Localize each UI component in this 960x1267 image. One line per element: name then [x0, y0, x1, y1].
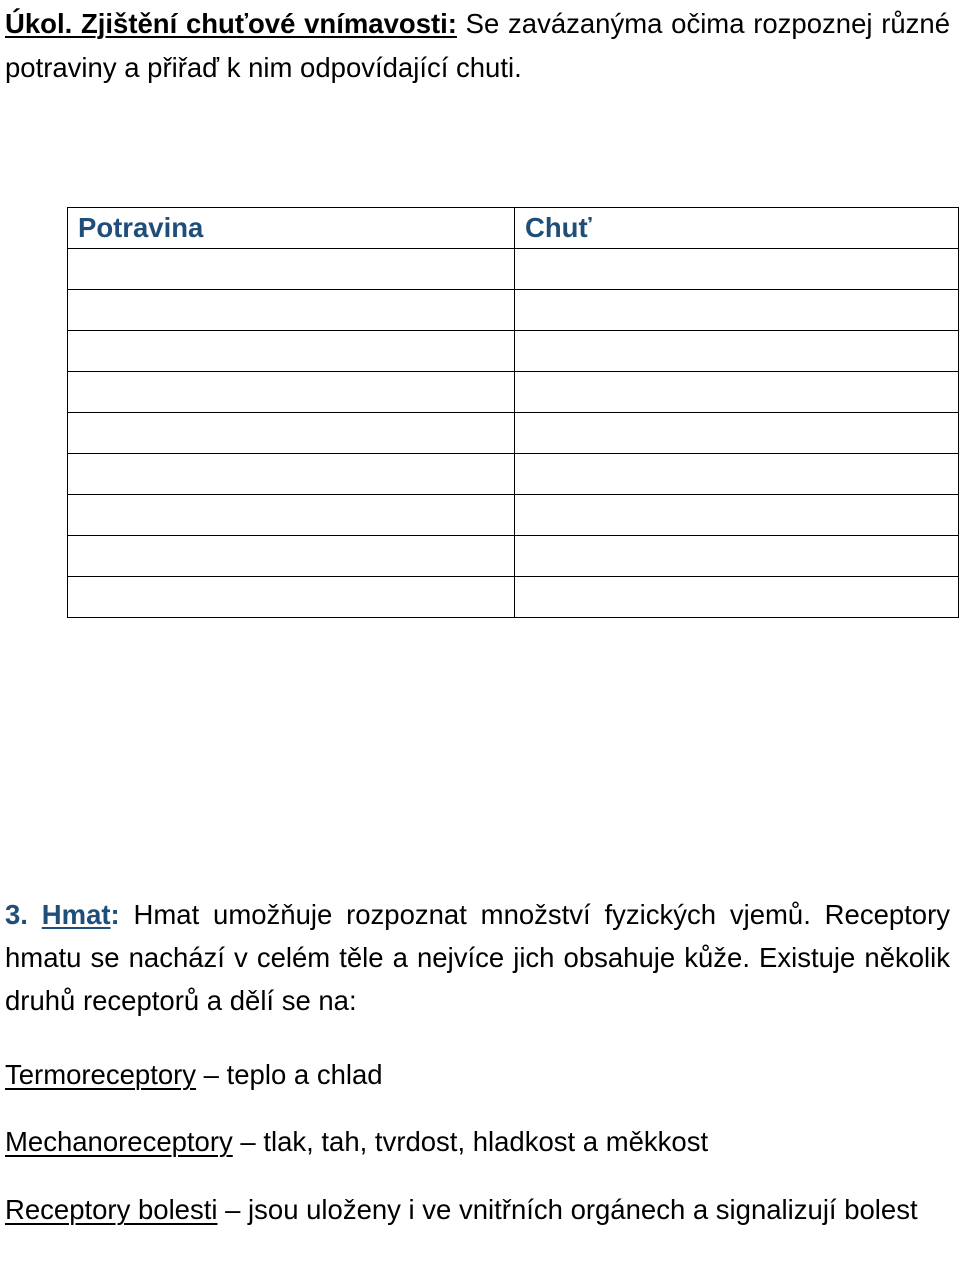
table-row	[68, 536, 959, 577]
taste-cell[interactable]	[515, 495, 959, 536]
table-row	[68, 331, 959, 372]
receptor-description: – jsou uloženy i ve vnitřních orgánech a signalizují bolest	[217, 1194, 918, 1225]
food-cell[interactable]	[68, 249, 515, 290]
receptor-item	[5, 1187, 950, 1233]
table-row	[68, 454, 959, 495]
taste-table	[67, 207, 959, 618]
receptor-description: – teplo a chlad	[196, 1059, 383, 1090]
task-label: Úkol. Zjištění chuťové vnímavosti:	[5, 8, 457, 39]
taste-cell[interactable]	[515, 249, 959, 290]
table-row	[68, 577, 959, 618]
food-cell[interactable]	[68, 495, 515, 536]
taste-cell[interactable]	[515, 372, 959, 413]
receptor-name: Termoreceptory	[5, 1059, 197, 1090]
task-text: Se zavázanýma očima rozpoznej různé potraviny a přiřaď k nim odpovídající chuti.	[5, 8, 950, 83]
section-touch-paragraph	[5, 893, 950, 1022]
receptor-name: Mechanoreceptory	[5, 1126, 233, 1157]
receptor-item	[5, 1119, 950, 1165]
taste-cell[interactable]	[515, 536, 959, 577]
header-food: Potravina	[68, 208, 515, 249]
food-cell[interactable]	[68, 372, 515, 413]
food-cell[interactable]	[68, 454, 515, 495]
taste-cell[interactable]	[515, 290, 959, 331]
table-row	[68, 290, 959, 331]
section-title: Hmat	[41, 899, 111, 930]
section-title-colon: :	[110, 899, 120, 930]
taste-cell[interactable]	[515, 454, 959, 495]
task-paragraph	[5, 2, 950, 90]
section-number: 3.	[5, 899, 28, 930]
food-cell[interactable]	[68, 413, 515, 454]
table-row	[68, 249, 959, 290]
table-row	[68, 413, 959, 454]
table-header-row	[68, 208, 959, 249]
table-row	[68, 495, 959, 536]
receptor-name: Receptory bolesti	[5, 1194, 218, 1225]
food-cell[interactable]	[68, 290, 515, 331]
food-cell[interactable]	[68, 331, 515, 372]
taste-cell[interactable]	[515, 331, 959, 372]
section-touch	[5, 893, 950, 1022]
table-row	[68, 372, 959, 413]
taste-cell[interactable]	[515, 577, 959, 618]
receptor-description: – tlak, tah, tvrdost, hladkost a měkkost	[232, 1126, 709, 1157]
taste-cell[interactable]	[515, 413, 959, 454]
section-touch-text: Hmat umožňuje rozpoznat množství fyzických vjemů. Receptory hmatu se nachází v celém těle a nejvíce jich obsahuje kůže. Existuje několik druhů receptorů a dělí se na:	[5, 899, 951, 1016]
header-taste: Chuť	[515, 208, 959, 249]
table-body	[68, 249, 959, 618]
food-cell[interactable]	[68, 577, 515, 618]
receptor-item	[5, 1052, 950, 1098]
food-cell[interactable]	[68, 536, 515, 577]
